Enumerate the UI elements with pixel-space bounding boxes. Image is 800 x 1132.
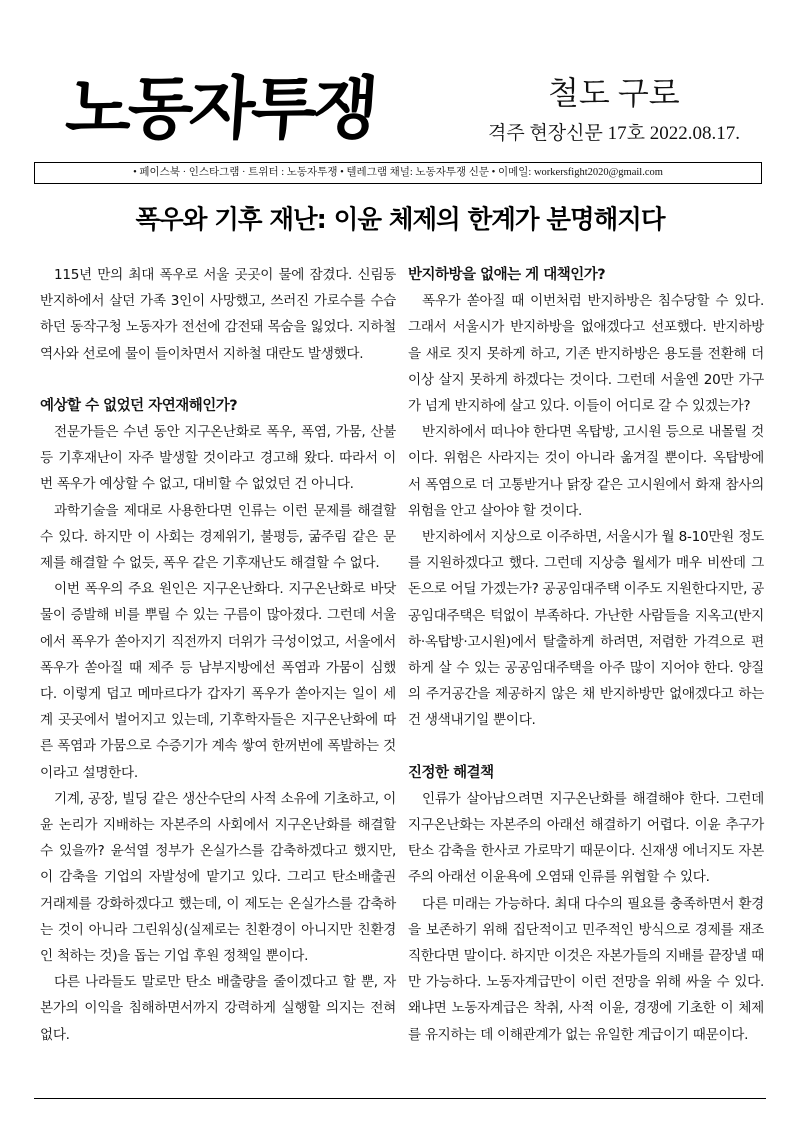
issue-info: 격주 현장신문 17호 2022.08.17.	[488, 123, 740, 144]
section-heading: 진정한 해결책	[408, 764, 494, 781]
bottom-divider	[34, 1098, 766, 1099]
article-paragraph: 다른 나라들도 말로만 탄소 배출량을 줄이겠다고 할 뿐, 자본가의 이익을 침해하면서까지 강력하게 실행할 의지는 전혀 없다.	[40, 974, 396, 1043]
edition-label: 철도 구로	[548, 75, 680, 111]
article-intro: 115년 만의 최대 폭우로 서울 곳곳이 물에 잠겼다. 신림동 반지하에서 살던 가족 3인이 사망했고, 쓰러진 가로수를 수습하던 동작구청 노동자가 전선에 감전돼 목숨을 잃었다. 지하철 역사와 선로에 물이 들이차면서 지하철 대란도 발생했다.	[40, 267, 396, 362]
section-spacer	[40, 367, 396, 393]
masthead-title: 노동자투쟁	[63, 69, 378, 149]
article-column-left	[40, 262, 396, 1048]
article-paragraph: 반지하에서 지상으로 이주하면, 서울시가 월 8-10만원 정도를 지원하겠다고 했다. 그런데 지상층 월세가 매우 비싼데 그 돈으로 어딜 가겠는가? 공공임대주택 이주도 지원한다지만, 공공임대주택은 턱없이 부족하다. 가난한 사람들을 지옥고(반지하·옥탑방·고시원)에서 탈출하게 하려면, 저렴한 가격으로 편하게 살 수 있는 공공임대주택을 아주 많이 지어야 한다. 양질의 주거공간을 제공하지 않은 채 반지하방만 없애겠다고 하는 건 생색내기일 뿐이다.	[408, 529, 764, 729]
article-paragraph: 반지하에서 떠나야 한다면 옥탑방, 고시원 등으로 내몰릴 것이다. 위험은 사라지는 것이 아니라 옮겨질 뿐이다. 옥탑방에서 폭염으로 더 고통받거나 닭장 같은 고시원에서 화재 참사의 위험을 안고 살아야 할 것이다.	[408, 424, 764, 519]
article-paragraph: 전문가들은 수년 동안 지구온난화로 폭우, 폭염, 가뭄, 산불 등 기후재난이 자주 발생할 것이라고 경고해 왔다. 따라서 이번 폭우가 예상할 수 없고, 대비할 수 없었던 건 아니다.	[40, 424, 396, 493]
article-column-right	[408, 262, 764, 1048]
section-spacer	[408, 734, 764, 760]
section-heading: 예상할 수 없었던 자연재해인가?	[40, 397, 238, 414]
section-heading: 반지하방을 없애는 게 대책인가?	[408, 267, 606, 283]
article-paragraph: 인류가 살아남으려면 지구온난화를 해결해야 한다. 그런데 지구온난화는 자본주의 아래선 해결하기 어렵다. 이윤 추구가 탄소 감축을 한사코 가로막기 때문이다. 신재생 에너지도 자본주의 아래선 이윤욕에 오염돼 인류를 위협할 수 있다.	[408, 790, 764, 886]
headline: 폭우와 기후 재난: 이윤 체제의 한계가 분명해지다	[135, 205, 665, 235]
article-paragraph: 기계, 공장, 빌딩 같은 생산수단의 사적 소유에 기초하고, 이윤 논리가 지배하는 자본주의 사회에서 지구온난화를 해결할 수 있을까? 윤석열 정부가 온실가스를 감축하겠다고 했지만, 이 감축을 기업의 자발성에 맡기고 있다. 그리고 탄소배출권 거래제를 강화하겠다고 했는데, 이 제도는 온실가스를 감축하는 것이 아니라 그린워싱(실제로는 친환경이 아니지만 친환경인 척하는 것)을 돕는 기업 후원 정책일 뿐이다.	[40, 790, 396, 965]
article-paragraph: 과학기술을 제대로 사용한다면 인류는 이런 문제를 해결할 수 있다. 하지만 이 사회는 경제위기, 불평등, 굶주림 같은 문제를 해결할 수 없듯, 폭우 같은 기후재난도 해결할 수 없다.	[40, 502, 396, 572]
article-paragraph: 이번 폭우의 주요 원인은 지구온난화다. 지구온난화로 바닷물이 증발해 비를 뿌릴 수 있는 구름이 많아졌다. 그런데 서울에서 폭우가 쏟아지기 직전까지 더위가 극성이었고, 서울에서 폭우가 쏟아질 때 제주 등 남부지방에선 폭염과 가뭄이 심했다. 이렇게 덥고 메마르다가 갑자기 폭우가 쏟아지는 일이 세계 곳곳에서 벌어지고 있는데, 기후학자들은 지구온난화에 따른 폭염과 가뭄으로 수증기가 계속 쌓여 한꺼번에 폭발하는 것이라고 설명한다.	[40, 581, 396, 781]
contact-bar: • 페이스북 · 인스타그램 · 트위터 : 노동자투쟁 • 텔레그램 채널: 노동자투쟁 신문 • 이메일: workersfight2020@gmail.com	[34, 162, 762, 184]
article-paragraph: 폭우가 쏟아질 때 이번처럼 반지하방은 침수당할 수 있다. 그래서 서울시가 반지하방을 없애겠다고 선포했다. 반지하방을 새로 짓지 못하게 하고, 기존 반지하방은 용도를 전환해 더 이상 살지 못하게 하겠다는 것이다. 그런데 서울엔 20만 가구가 넘게 반지하에 살고 있다. 이들이 어디로 갈 수 있겠는가?	[408, 293, 764, 415]
article-paragraph: 다른 미래는 가능하다. 최대 다수의 필요를 충족하면서 환경을 보존하기 위해 집단적이고 민주적인 방식으로 경제를 재조직한다면 말이다. 하지만 이것은 자본가들의 지배를 끝장낼 때만 가능하다. 노동자계급만이 이런 전망을 위해 싸울 수 있다. 왜냐면 노동자계급은 착취, 사적 이윤, 경쟁에 기초한 이 체제를 유지하는 데 이해관계가 없는 유일한 계급이기 때문이다.	[408, 895, 764, 1043]
